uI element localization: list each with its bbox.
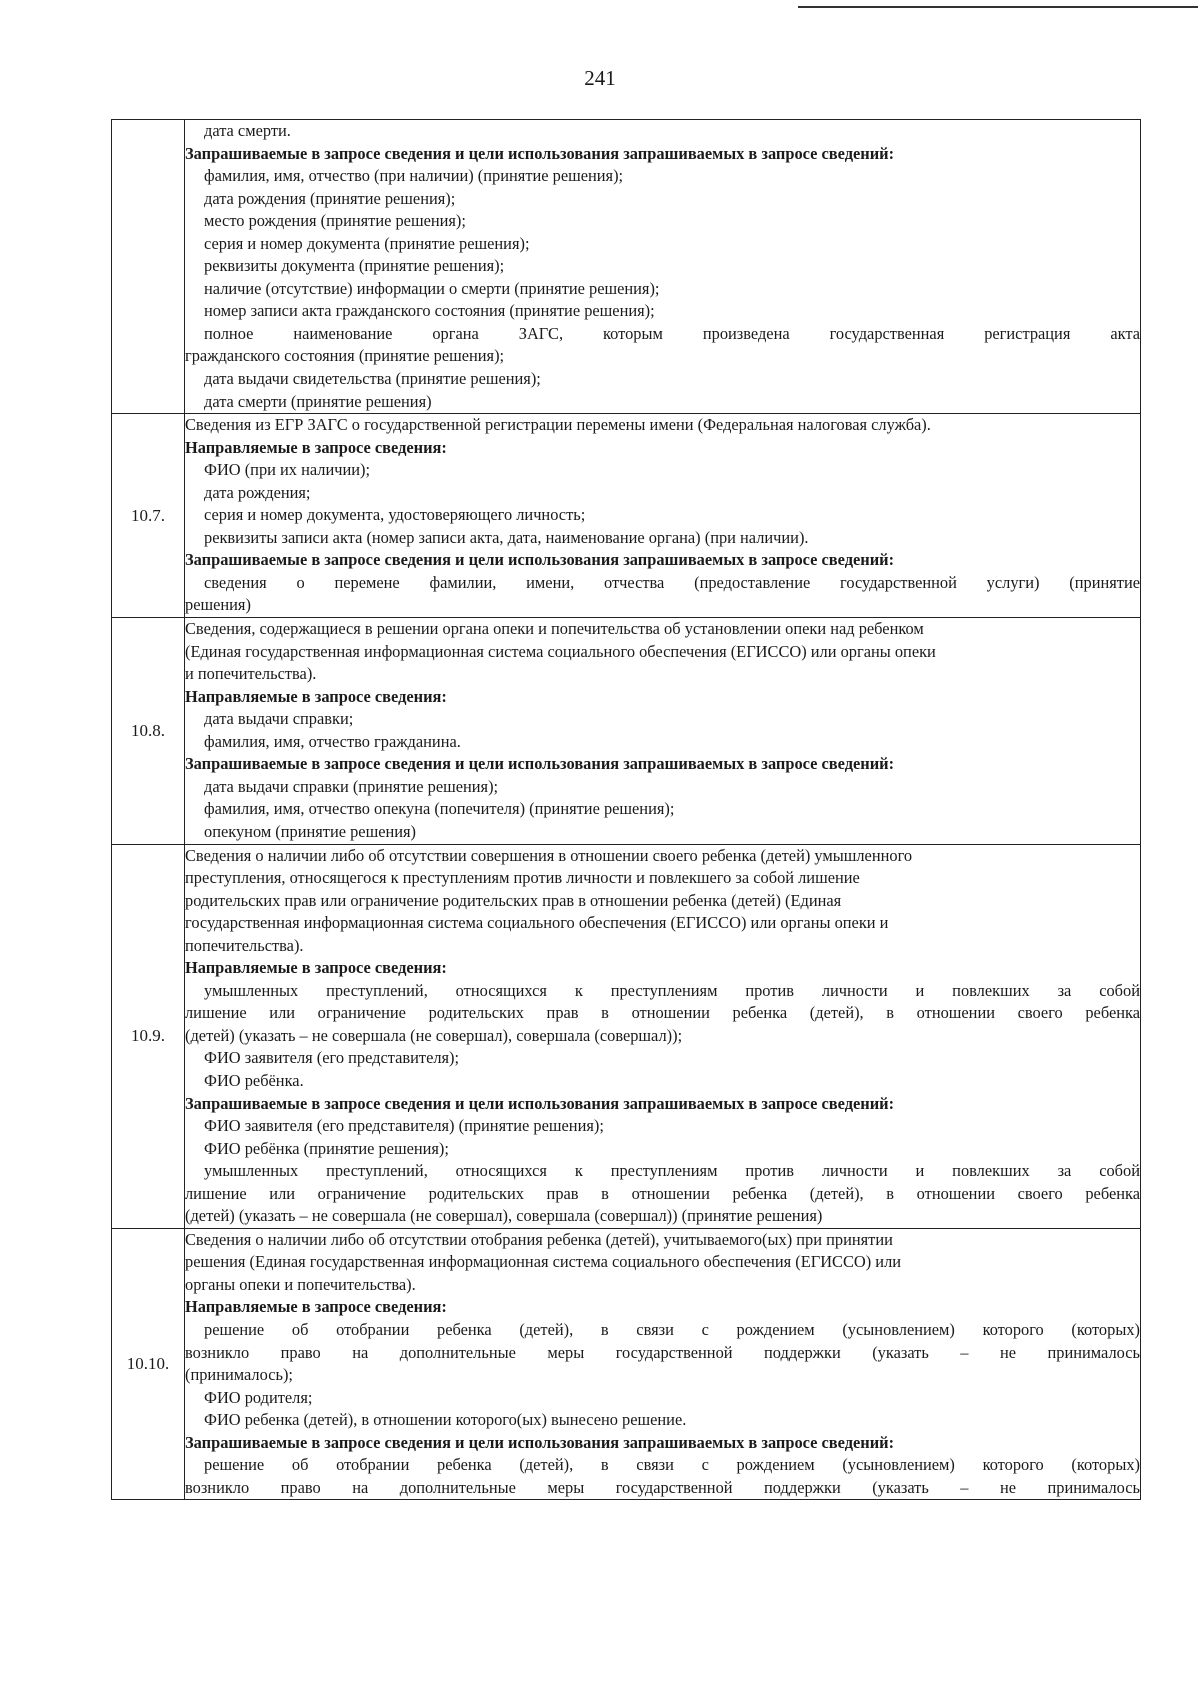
text-line: серия и номер документа, удостоверяющего личность;	[204, 505, 586, 525]
table-row	[112, 844, 1141, 1228]
text-line: номер записи акта гражданского состояния (принятие решения);	[204, 301, 655, 321]
text-line: и попечительства).	[185, 664, 317, 684]
text-line: решение об отобрании ребенка (детей), в связи с рождением (усыновлением) которого (которых)	[204, 1455, 1140, 1475]
text-line: (детей) (указать – не совершала (не совершал), совершала (совершал)) (принятие решения)	[185, 1206, 823, 1226]
row-number: 10.10.	[112, 1228, 185, 1500]
text-line: место рождения (принятие решения);	[204, 211, 466, 231]
row-number	[112, 120, 185, 414]
section-heading: Запрашиваемые в запросе сведения и цели использования запрашиваемых в запросе сведений:	[185, 143, 895, 163]
text-line: ФИО заявителя (его представителя);	[204, 1048, 460, 1068]
text-line: Сведения о наличии либо об отсутствии отобрания ребенка (детей), учитываемого(ых) при принятии	[185, 1229, 893, 1249]
row-number: 10.9.	[112, 844, 185, 1228]
text-line: реквизиты записи акта (номер записи акта, дата, наименование органа) (при наличии).	[204, 527, 809, 547]
text-line: органы опеки и попечительства).	[185, 1274, 416, 1294]
text-line: дата выдачи свидетельства (принятие решения);	[204, 369, 541, 389]
text-line: решения (Единая государственная информационная система социального обеспечения (ЕГИССО) или	[185, 1252, 902, 1272]
text-line: фамилия, имя, отчество (при наличии) (принятие решения);	[204, 166, 624, 186]
text-line: реквизиты документа (принятие решения);	[204, 256, 505, 276]
text-line: ФИО (при их наличии);	[204, 460, 371, 480]
row-content	[185, 414, 1141, 618]
requirements-table	[111, 119, 1141, 1500]
text-line: (принималось);	[185, 1365, 293, 1385]
text-line: лишение или ограничение родительских прав в отношении ребенка (детей), в отношении своего ребенка	[185, 1183, 1140, 1203]
text-line: сведения о перемене фамилии, имени, отчества (предоставление государственной услуги) (принятие	[204, 572, 1140, 592]
header-rule	[798, 6, 1198, 8]
text-line: фамилия, имя, отчество гражданина.	[204, 731, 461, 751]
text-line: родительских прав или ограничение родительских прав в отношении ребенка (детей) (Единая	[185, 890, 842, 910]
text-line: дата рождения (принятие решения);	[204, 188, 456, 208]
text-line: ФИО заявителя (его представителя) (принятие решения);	[204, 1116, 604, 1136]
row-number: 10.8.	[112, 618, 185, 844]
row-content	[185, 120, 1141, 414]
row-content	[185, 1228, 1141, 1500]
section-heading: Направляемые в запросе сведения:	[185, 1297, 447, 1317]
text-line: наличие (отсутствие) информации о смерти (принятие решения);	[204, 278, 660, 298]
text-line: умышленных преступлений, относящихся к преступлениям против личности и повлекших за собой	[204, 1161, 1140, 1181]
text-line: попечительства).	[185, 935, 304, 955]
text-line: дата смерти.	[204, 121, 291, 140]
text-line: возникло право на дополнительные меры государственной поддержки (указать – не принималось	[185, 1342, 1140, 1362]
text-line: Сведения о наличии либо об отсутствии совершения в отношении своего ребенка (детей) умышленного	[185, 845, 913, 865]
text-line: ФИО ребёнка.	[204, 1070, 304, 1090]
table-row	[112, 414, 1141, 618]
text-line: полное наименование органа ЗАГС, которым произведена государственная регистрация акта	[204, 323, 1140, 343]
text-line: фамилия, имя, отчество опекуна (попечителя) (принятие решения);	[204, 799, 675, 819]
text-line: преступления, относящегося к преступлениям против личности и повлекшего за собой лишение	[185, 868, 860, 888]
text-line: решения)	[185, 595, 251, 615]
table-row	[112, 120, 1141, 414]
text-line: Сведения из ЕГР ЗАГС о государственной регистрации перемены имени (Федеральная налоговая служба).	[185, 415, 931, 435]
text-line: возникло право на дополнительные меры государственной поддержки (указать – не принималось	[185, 1477, 1140, 1497]
text-line: решение об отобрании ребенка (детей), в связи с рождением (усыновлением) которого (которых)	[204, 1319, 1140, 1339]
row-content	[185, 618, 1141, 844]
text-line: дата выдачи справки (принятие решения);	[204, 776, 499, 796]
text-line: ФИО ребенка (детей), в отношении которого(ых) вынесено решение.	[204, 1410, 687, 1430]
row-content	[185, 844, 1141, 1228]
text-line: ФИО родителя;	[204, 1387, 313, 1407]
section-heading: Направляемые в запросе сведения:	[185, 958, 447, 978]
section-heading: Запрашиваемые в запросе сведения и цели использования запрашиваемых в запросе сведений:	[185, 754, 895, 774]
page-number: 241	[584, 66, 616, 90]
text-line: дата выдачи справки;	[204, 709, 354, 729]
section-heading: Направляемые в запросе сведения:	[185, 437, 447, 457]
text-line: опекуном (принятие решения)	[204, 821, 417, 841]
table-row	[112, 618, 1141, 844]
text-line: умышленных преступлений, относящихся к преступлениям против личности и повлекших за собой	[204, 980, 1140, 1000]
text-line: дата смерти (принятие решения)	[204, 391, 432, 411]
row-number: 10.7.	[112, 414, 185, 618]
table-row	[112, 1228, 1141, 1500]
text-line: (детей) (указать – не совершала (не совершал), совершала (совершал));	[185, 1025, 683, 1045]
section-heading: Запрашиваемые в запросе сведения и цели использования запрашиваемых в запросе сведений:	[185, 1432, 895, 1452]
text-line: лишение или ограничение родительских прав в отношении ребенка (детей), в отношении своего ребенка	[185, 1003, 1140, 1023]
table-body	[112, 120, 1141, 1500]
text-line: Сведения, содержащиеся в решении органа опеки и попечительства об установлении опеки над ребенком	[185, 619, 924, 639]
section-heading: Запрашиваемые в запросе сведения и цели использования запрашиваемых в запросе сведений:	[185, 1093, 895, 1113]
text-line: серия и номер документа (принятие решения);	[204, 233, 530, 253]
section-heading: Запрашиваемые в запросе сведения и цели использования запрашиваемых в запросе сведений:	[185, 550, 895, 570]
text-line: гражданского состояния (принятие решения);	[185, 346, 505, 366]
text-line: (Единая государственная информационная система социального обеспечения (ЕГИССО) или органы опеки	[185, 641, 936, 661]
text-line: дата рождения;	[204, 482, 311, 502]
section-heading: Направляемые в запросе сведения:	[185, 686, 447, 706]
text-line: государственная информационная система социального обеспечения (ЕГИССО) или органы опеки и	[185, 913, 889, 933]
text-line: ФИО ребёнка (принятие решения);	[204, 1138, 449, 1158]
